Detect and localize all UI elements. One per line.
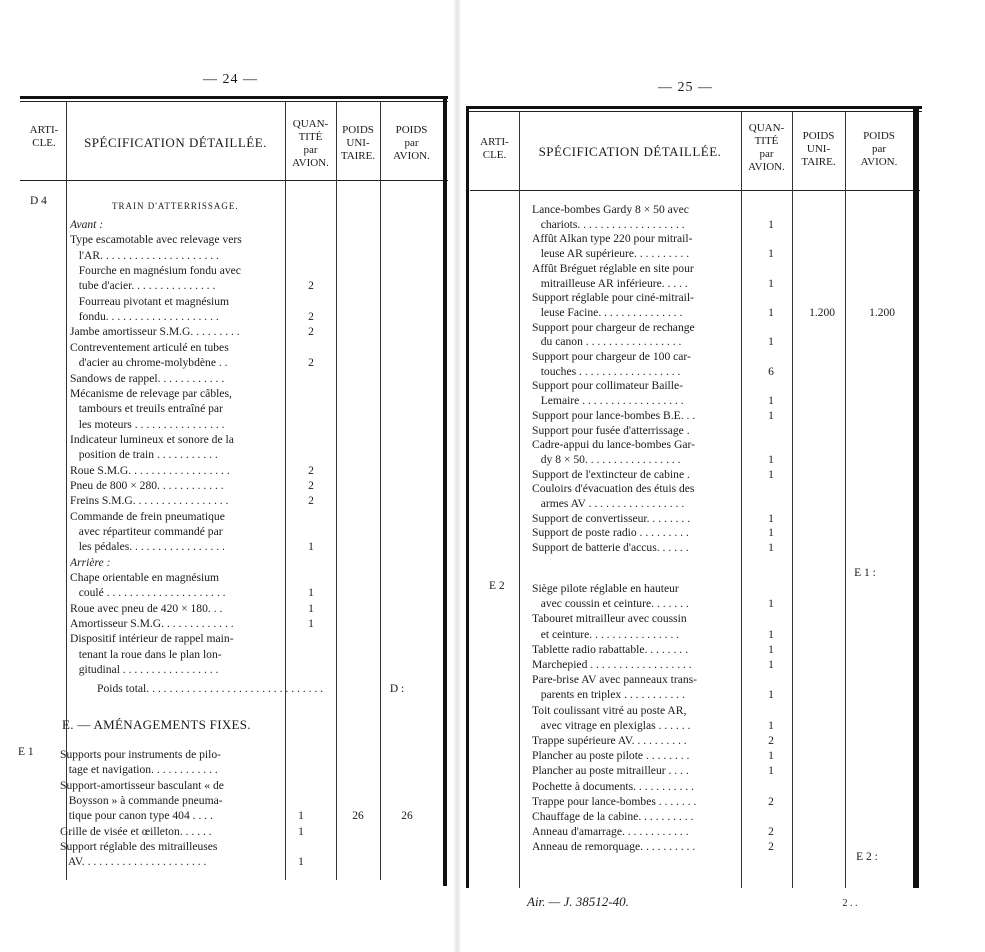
quantity-cell: 2 <box>308 495 314 508</box>
header-unit-weight: POIDS UNI- TAIRE. <box>340 124 376 162</box>
quantity-cell: 2 <box>308 311 314 324</box>
quantity-cell: 1 <box>768 689 774 702</box>
spec-line: Indicateur lumineux et sonore de la <box>70 432 234 446</box>
header-quantity: QUAN- TITÉ par AVION. <box>748 122 785 173</box>
table-top-rule-thin <box>20 101 448 102</box>
column-divider <box>741 112 742 888</box>
spec-line: tube d'acier. . . . . . . . . . . . . . . <box>70 279 216 293</box>
spec-line: Roue avec pneu de 420 × 180. . . <box>70 601 223 615</box>
page-number: — 24 — <box>203 72 258 87</box>
table-top-rule-thin <box>466 111 922 112</box>
quantity-cell: 2 <box>768 795 774 808</box>
spec-line: tage et navigation. . . . . . . . . . . . <box>60 763 218 777</box>
column-divider <box>380 102 381 880</box>
article-code: D 4 <box>30 195 47 207</box>
quantity-cell: 1 <box>768 542 774 555</box>
spec-line: Support-amortisseur basculant « de <box>60 778 224 792</box>
spec-line: d'acier au chrome-molybdène . . <box>70 356 228 370</box>
quantity-cell: 1 <box>768 765 774 778</box>
spec-line: coulé . . . . . . . . . . . . . . . . . . . . . <box>70 586 226 600</box>
spec-line: AV. . . . . . . . . . . . . . . . . . . . . . <box>60 855 207 869</box>
table-left-border <box>466 106 469 888</box>
header-weight-per-plane: POIDS par AVION. <box>860 130 898 168</box>
header-article: ARTI- CLE. <box>29 124 59 149</box>
subtotal-label: E 1 : <box>854 567 876 579</box>
spec-line: Support pour chargeur de 100 car- <box>532 350 691 363</box>
header-unit-weight: POIDS UNI- TAIRE. <box>801 130 836 168</box>
spec-line: Affût Alkan type 220 pour mitrail- <box>532 232 693 246</box>
section-heading: TRAIN D'ATTERRISSAGE. <box>112 201 239 211</box>
spec-line: Support de poste radio . . . . . . . . . <box>532 526 689 540</box>
quantity-cell: 2 <box>308 479 314 492</box>
spec-line: Jambe amortisseur S.M.G. . . . . . . . . <box>70 325 240 339</box>
quantity-cell: 2 <box>768 841 774 854</box>
header-bottom-rule <box>470 190 920 191</box>
spec-line: avec coussin et ceinture. . . . . . . <box>532 597 689 611</box>
spec-line: Chape orientable en magnésium <box>70 571 220 585</box>
quantity-cell: 1 <box>768 512 774 525</box>
spec-line: Pneu de 800 × 280. . . . . . . . . . . . <box>70 478 224 492</box>
spec-line: Plancher au poste mitrailleur . . . . <box>532 764 689 778</box>
quantity-cell: 1 <box>768 395 774 408</box>
quantity-cell: 1 <box>768 628 774 641</box>
quantity-cell: 2 <box>308 326 314 339</box>
quantity-cell: 1 <box>298 856 304 869</box>
spec-line: Plancher au poste pilote . . . . . . . . <box>532 749 690 763</box>
table-right-border <box>443 96 447 886</box>
quantity-cell: 1 <box>768 643 774 656</box>
spec-line: Contreventement articulé en tubes <box>70 340 229 354</box>
spec-line: Lemaire . . . . . . . . . . . . . . . . . . <box>532 394 684 408</box>
spec-line: Tablette radio rabattable. . . . . . . . <box>532 642 688 656</box>
spec-line: Freins S.M.G. . . . . . . . . . . . . . . . . <box>70 494 229 508</box>
quantity-cell: 1 <box>768 248 774 261</box>
spec-line: Couloirs d'évacuation des étuis des <box>532 482 695 496</box>
weight-total-label: Poids total. . . . . . . . . . . . . . . . . . . . . . . . . . . . . . . <box>97 682 324 695</box>
spec-line: Trappe pour lance-bombes . . . . . . . <box>532 794 697 808</box>
spec-line: tique pour canon type 404 . . . . <box>60 809 213 823</box>
column-divider <box>519 112 520 888</box>
spec-line: les pédales. . . . . . . . . . . . . . . . . <box>70 540 225 554</box>
table-top-rule <box>20 96 448 99</box>
quantity-cell: 1 <box>768 659 774 671</box>
quantity-cell: 1 <box>308 541 314 554</box>
spec-line: avec vitrage en plexiglas . . . . . . <box>532 718 691 732</box>
spec-line: Anneau d'amarrage. . . . . . . . . . . . <box>532 825 689 839</box>
spec-line: leuse AR supérieure. . . . . . . . . . <box>532 247 690 261</box>
spec-line: Affût Bréguet réglable en site pour <box>532 261 694 275</box>
quantity-cell: 1 <box>768 598 774 611</box>
spec-line: Sandows de rappel. . . . . . . . . . . . <box>70 371 225 385</box>
column-divider <box>336 102 337 880</box>
unit-weight-cell: 1.200 <box>809 306 835 319</box>
spec-line: Dispositif intérieur de rappel main- <box>70 632 234 646</box>
spec-line: tambours et treuils entraîné par <box>70 402 223 416</box>
quantity-cell: 2 <box>768 735 774 747</box>
spec-line: fondu. . . . . . . . . . . . . . . . . . . . <box>70 310 219 324</box>
spec-line: Pochette à documents. . . . . . . . . . . <box>532 779 694 793</box>
spec-line: dy 8 × 50. . . . . . . . . . . . . . . . . <box>532 452 681 466</box>
quantity-cell: 1 <box>298 810 304 823</box>
spec-line: avec répartiteur commandé par <box>70 525 223 538</box>
spec-line: mitrailleuse AR inférieure. . . . . <box>532 276 688 290</box>
spec-line: Support de l'extincteur de cabine . <box>532 467 690 481</box>
spec-line: Support de convertisseur. . . . . . . . <box>532 511 691 525</box>
page-footer: Air. — J. 38512-40. <box>527 894 629 909</box>
column-divider <box>845 112 846 888</box>
subtotal-label: E 2 : <box>856 851 878 863</box>
quantity-cell: 1 <box>768 277 774 290</box>
spec-line: Support réglable pour ciné-mitrail- <box>532 291 694 305</box>
spec-line: Boysson » à commande pneuma- <box>60 793 223 807</box>
article-code: E 1 <box>18 746 34 758</box>
quantity-cell: 1 <box>768 306 774 319</box>
quantity-cell: 1 <box>768 409 774 422</box>
spec-line: Amortisseur S.M.G. . . . . . . . . . . . . <box>70 617 234 631</box>
spec-line: Supports pour instruments de pilo- <box>60 748 222 761</box>
spec-line: Arrière : <box>70 555 111 569</box>
spec-line: chariots. . . . . . . . . . . . . . . . . . . <box>532 217 685 231</box>
spec-line: du canon . . . . . . . . . . . . . . . . . <box>532 335 682 349</box>
table-top-rule <box>466 106 922 109</box>
spec-line: Support pour fusée d'atterrissage . <box>532 423 690 437</box>
column-divider <box>792 112 793 888</box>
quantity-cell: 2 <box>308 464 314 477</box>
quantity-cell: 1 <box>308 618 314 631</box>
unit-weight-cell: 26 <box>352 810 364 823</box>
spec-line: leuse Facine. . . . . . . . . . . . . . . <box>532 305 683 319</box>
spec-line: Anneau de remorquage. . . . . . . . . . <box>532 840 696 854</box>
spec-line: Avant : <box>70 218 104 231</box>
spec-line: position de train . . . . . . . . . . . <box>70 448 218 462</box>
quantity-cell: 1 <box>768 527 774 540</box>
header-weight-per-plane: POIDS par AVION. <box>393 124 430 162</box>
spec-line: Fourreau pivotant et magnésium <box>70 294 230 308</box>
spec-line: et ceinture. . . . . . . . . . . . . . . . <box>532 627 680 641</box>
spec-line: Chauffage de la cabine. . . . . . . . . . <box>532 810 694 823</box>
spec-line: parents en triplex . . . . . . . . . . . <box>532 688 685 702</box>
header-specification: SPÉCIFICATION DÉTAILLÉE. <box>538 144 722 159</box>
quantity-cell: 1 <box>768 750 774 763</box>
spec-line: l'AR. . . . . . . . . . . . . . . . . . . . . <box>70 248 219 262</box>
spec-line: Cadre-appui du lance-bombes Gar- <box>532 438 695 452</box>
header-specification: SPÉCIFICATION DÉTAILLÉE. <box>84 135 267 150</box>
quantity-cell: 1 <box>768 468 774 481</box>
spec-line: gitudinal . . . . . . . . . . . . . . . . . <box>70 663 219 677</box>
page-number: — 25 — <box>658 80 713 95</box>
spec-line: Pare-brise AV avec panneaux trans- <box>532 673 698 687</box>
quantity-cell: 2 <box>308 357 314 370</box>
column-divider <box>285 102 286 880</box>
spec-line: touches . . . . . . . . . . . . . . . . . . <box>532 364 681 378</box>
weight-total-value: D : <box>389 683 405 695</box>
quantity-cell: 2 <box>308 280 314 293</box>
spec-line: Commande de frein pneumatique <box>70 509 225 523</box>
quantity-cell: 1 <box>768 336 774 349</box>
plane-weight-cell: 26 <box>401 810 413 823</box>
book-gutter <box>453 0 461 952</box>
spec-line: Support pour collimateur Baille- <box>532 379 684 393</box>
spec-line: Lance-bombes Gardy 8 × 50 avec <box>532 203 689 216</box>
spec-line: les moteurs . . . . . . . . . . . . . . . . <box>70 417 225 431</box>
plane-weight-cell: 1.200 <box>869 306 895 319</box>
spec-line: tenant la roue dans le plan lon- <box>70 647 222 661</box>
spec-line: Support pour lance-bombes B.E. . . <box>532 408 696 422</box>
quantity-cell: 1 <box>308 587 314 600</box>
spec-line: Tabouret mitrailleur avec coussin <box>532 612 687 626</box>
quantity-cell: 1 <box>298 825 304 838</box>
quantity-cell: 2 <box>768 826 774 839</box>
spec-line: Support pour chargeur de rechange <box>532 320 695 334</box>
section-title: E. — AMÉNAGEMENTS FIXES. <box>62 717 251 732</box>
spec-line: Type escamotable avec relevage vers <box>70 233 242 247</box>
quantity-cell: 1 <box>768 453 774 466</box>
spec-line: Toit coulissant vitré au poste AR, <box>532 703 687 717</box>
quantity-cell: 1 <box>768 719 774 732</box>
spec-line: Fourche en magnésium fondu avec <box>70 264 241 278</box>
article-code: E 2 <box>489 580 505 592</box>
spec-line: Marchepied . . . . . . . . . . . . . . . . . . <box>532 658 692 671</box>
table-right-border <box>913 106 919 888</box>
spec-line: Mécanisme de relevage par câbles, <box>70 386 232 400</box>
quantity-cell: 1 <box>308 602 314 615</box>
quantity-cell: 1 <box>768 218 774 231</box>
header-bottom-rule <box>20 180 448 181</box>
spec-line: Grille de visée et œilleton. . . . . . <box>60 824 212 838</box>
quantity-cell: 6 <box>768 365 774 378</box>
spec-line: Support réglable des mitrailleuses <box>60 839 218 853</box>
spec-line: Trappe supérieure AV. . . . . . . . . . <box>532 734 687 747</box>
spec-line: armes AV . . . . . . . . . . . . . . . . . <box>532 497 685 510</box>
spec-line: Support de batterie d'accus. . . . . . <box>532 541 689 555</box>
spec-line: Siège pilote réglable en hauteur <box>532 582 679 595</box>
header-quantity: QUAN- TITÉ par AVION. <box>292 118 329 169</box>
spec-line: Roue S.M.G. . . . . . . . . . . . . . . . . . <box>70 463 230 477</box>
page-signature: 2 . . <box>842 898 858 909</box>
header-article: ARTI- CLE. <box>480 136 509 161</box>
